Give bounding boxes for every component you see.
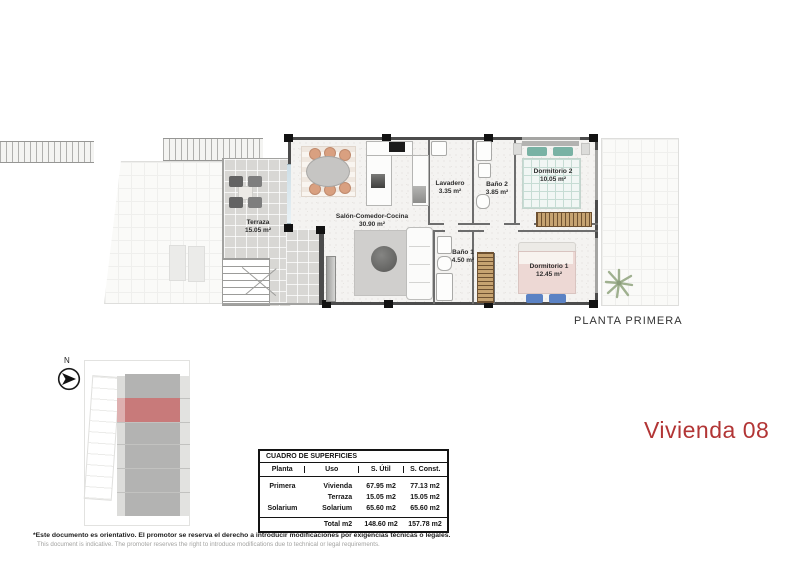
surfaces-table-title: CUADRO DE SUPERFICIES (260, 451, 447, 463)
terrace-glass-door (287, 164, 291, 224)
neighbor-terrace-left (104, 161, 225, 304)
column (589, 134, 598, 142)
compass-north-label: N (64, 356, 70, 365)
sofa (406, 227, 433, 300)
headboard (522, 141, 579, 146)
bathtub (436, 273, 453, 301)
room-label-terraza: Terraza 15.05 m² (244, 219, 272, 235)
cell-total-const: 157.78 m2 (408, 521, 442, 528)
terrace-chair (229, 176, 243, 187)
shower (476, 141, 492, 161)
pouf (371, 246, 397, 272)
cell-uso: Solarium (322, 505, 353, 512)
cooktop (389, 142, 405, 152)
tv-sideboard (326, 256, 336, 302)
partition (433, 230, 445, 232)
table-row (260, 492, 447, 503)
notch-wall (319, 228, 324, 305)
cell-planta: Solarium (267, 505, 298, 512)
cell-uso: Terraza (327, 494, 353, 501)
wardrobe (536, 212, 592, 227)
disclaimer-en: This document is indicative. The promoter reserves the right to introduce modifications due to technical or legal requirements. (37, 541, 380, 548)
surfaces-table-header (260, 463, 447, 477)
terrace-parapet (222, 303, 322, 305)
column (284, 224, 293, 232)
cell-util: 65.60 m2 (366, 505, 396, 512)
window-dorm2-right (595, 150, 598, 200)
cell-const: 77.13 m2 (410, 483, 440, 490)
pergola-strip-left (0, 141, 94, 163)
cell-total-util: 148.60 m2 (364, 521, 398, 528)
unit-title: Vivienda 08 (644, 417, 770, 443)
partition (458, 223, 490, 225)
site-block-flank (117, 376, 125, 516)
site-highlight-flank (117, 398, 125, 422)
room-label-bano1: Baño 1 4.50 m² (451, 249, 475, 265)
window-dorm1-right (595, 238, 598, 293)
room-label-salon: Salón-Comedor-Cocina 30.90 m² (335, 213, 409, 229)
terrace-chair (229, 197, 243, 208)
cell-uso: Vivienda (323, 483, 353, 490)
room-label-lavadero: Lavadero 3.35 m² (435, 180, 465, 196)
partition (433, 232, 435, 304)
cell-util: 15.05 m2 (366, 494, 396, 501)
room-label-dormitorio1: Dormitorio 1 12.45 m² (529, 263, 569, 279)
site-block-flank (180, 376, 190, 516)
cell-const: 15.05 m2 (410, 494, 440, 501)
washing-machine (431, 141, 447, 156)
bench-cushion (526, 294, 543, 303)
pillow (553, 147, 573, 156)
kitchen-appliance (371, 174, 385, 188)
col-header-uso: Uso (304, 466, 358, 473)
table-row (260, 481, 447, 492)
surfaces-table (258, 449, 449, 533)
site-floor-line (117, 444, 190, 445)
cell-total-label: Total m2 (323, 521, 353, 528)
partition (472, 230, 484, 232)
col-header-planta: Planta (271, 466, 293, 473)
window-dorm2-top (522, 137, 580, 140)
site-block (125, 374, 180, 516)
bench-cushion (549, 294, 566, 303)
column (384, 300, 393, 308)
partition (504, 223, 520, 225)
surfaces-table-body (260, 477, 447, 517)
compass-icon (57, 367, 81, 391)
col-header-const: S. Const. (403, 466, 447, 473)
partition (518, 230, 598, 232)
nightstand (513, 143, 522, 155)
cell-planta: Primera (269, 483, 296, 490)
table-total-row (260, 517, 447, 531)
partition (472, 232, 474, 304)
plan-title: PLANTA PRIMERA (574, 315, 683, 327)
stairs (222, 258, 270, 306)
terrace-chair (248, 176, 262, 187)
terrace-floor-lower (286, 229, 322, 305)
cell-util: 67.95 m2 (366, 483, 396, 490)
faint-lounger (169, 245, 186, 281)
terrace-chair (248, 197, 262, 208)
cell-const: 65.60 m2 (410, 505, 440, 512)
room-label-dormitorio2: Dormitorio 2 10.05 m² (533, 168, 573, 184)
room-label-bano2: Baño 2 3.85 m² (485, 181, 509, 197)
faint-lounger (188, 246, 205, 282)
site-highlight-unit (125, 398, 180, 422)
site-floor-line (117, 422, 190, 423)
site-plan (30, 350, 210, 530)
col-header-util: S. Útil (358, 466, 402, 473)
palm-icon (604, 267, 634, 299)
site-floor-line (117, 468, 190, 469)
nightstand (581, 143, 590, 155)
column (284, 134, 293, 142)
disclaimer-es: *Este documento es orientativo. El promotor se reserva el derecho a introducir modificaciones por exigencias técnicas o legales. (33, 532, 451, 539)
partition (428, 223, 444, 225)
sink (478, 163, 491, 178)
dining-table (306, 156, 350, 187)
pillow (527, 147, 547, 156)
table-row (260, 503, 447, 514)
column (589, 300, 598, 308)
site-floor-line (117, 492, 190, 493)
